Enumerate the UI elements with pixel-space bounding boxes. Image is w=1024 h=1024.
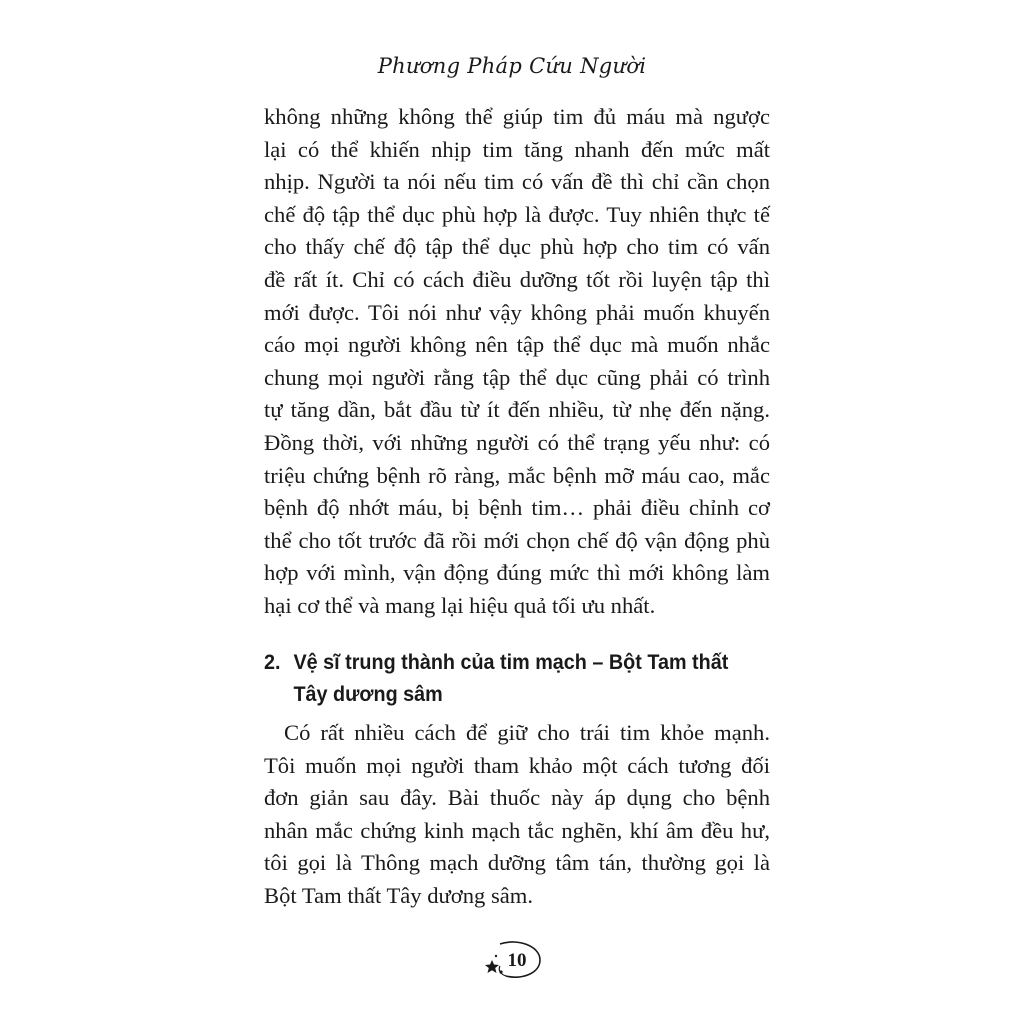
text-line: không những không thể giúp tim đủ máu mà ngược <box>264 104 770 129</box>
text-line: đơn giản sau đây. Bài thuốc này áp dụng cho bệnh <box>264 785 770 811</box>
text-line: bệnh độ nhớt máu, bị bệnh tim… phải điều chỉnh cơ <box>264 495 770 521</box>
section-title-line-2: Tây dương sâm <box>293 682 443 706</box>
text-line: nhân mắc chứng kinh mạch tắc nghẽn, khí âm đều hư, <box>264 817 770 843</box>
text-line: cho thấy chế độ tập thể dục phù hợp cho tim có vấn <box>264 234 770 260</box>
text-line: Tôi muốn mọi người tham khảo một cách tương đối <box>264 752 770 778</box>
text-line: triệu chứng bệnh rõ ràng, mắc bệnh mỡ máu cao, mắc <box>264 462 770 488</box>
page-number-ornament <box>484 938 544 982</box>
section-title-line-1: Vệ sĩ trung thành của tim mạch – Bột Tam thất <box>293 650 729 674</box>
page-number: 10 <box>507 950 527 971</box>
text-line: cáo mọi người không nên tập thể dục mà muốn nhắc <box>264 332 770 358</box>
text-line: Bột Tam thất Tây dương sâm. <box>264 882 534 908</box>
text-line: tôi gọi là Thông mạch dưỡng tâm tán, thường gọi là <box>264 850 770 876</box>
text-line: tự tăng dần, bắt đầu từ ít đến nhiều, từ nhẹ đến nặng. <box>264 397 770 423</box>
text-line: thể cho tốt trước đã rồi mới chọn chế độ vận động phù <box>264 527 770 553</box>
text-line: nhịp. Người ta nói nếu tim có vấn đề thì chỉ cần chọn <box>264 169 770 195</box>
text-line: lại có thể khiến nhịp tim tăng nhanh đến mức mất <box>264 136 770 162</box>
paragraph-1 <box>264 101 770 623</box>
section-number: 2. <box>264 650 281 674</box>
text-line: chung mọi người rằng tập thể dục cũng phải có trình <box>264 364 770 390</box>
text-line: hại cơ thể và mang lại hiệu quả tối ưu nhất. <box>264 592 656 618</box>
text-line: đề rất ít. Chỉ có cách điều dưỡng tốt rồi luyện tập thì <box>264 266 770 292</box>
text-line: Có rất nhiều cách để giữ cho trái tim khỏe mạnh. <box>284 720 770 745</box>
section-heading <box>264 646 730 710</box>
text-line: Đồng thời, với những người có thể trạng yếu như: có <box>264 429 770 455</box>
running-head: Phương Pháp Cứu Người <box>377 54 647 78</box>
text-line: hợp với mình, vận động đúng mức thì mới không làm <box>264 560 770 586</box>
text-line: mới được. Tôi nói như vậy không phải muốn khuyến <box>264 299 770 325</box>
paragraph-2 <box>264 717 770 913</box>
text-line: chế độ tập thể dục phù hợp là được. Tuy nhiên thực tế <box>264 201 770 227</box>
